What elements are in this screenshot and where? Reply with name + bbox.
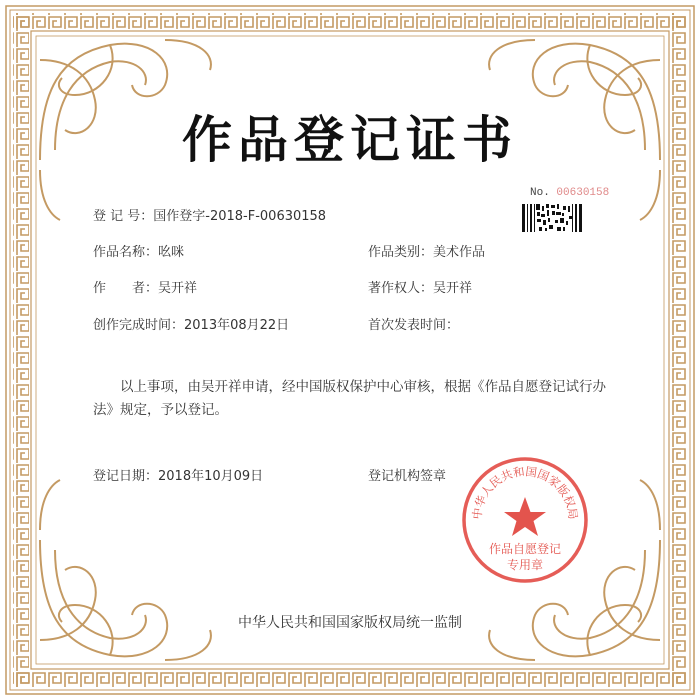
registration-statement: 以上事项，由吴开祥申请，经中国版权保护中心审核，根据《作品自愿登记试行办法》规定，予以登记。	[93, 379, 606, 418]
barcode-image	[522, 202, 582, 234]
seal-inner-line2: 专用章	[506, 558, 544, 572]
copyright-owner	[368, 277, 472, 296]
work-name-value: 吆咪	[158, 245, 185, 260]
registration-date-label: 登记日期：	[93, 469, 159, 484]
registration-authority	[368, 465, 446, 484]
work-name	[93, 241, 184, 260]
completion-date-label: 创作完成时间：	[93, 318, 185, 333]
copyright-owner-value: 吴开祥	[433, 281, 473, 296]
serial-value: 00630158	[556, 187, 610, 199]
registration-authority-label: 登记机构签章	[368, 469, 447, 484]
registration-date-value: 2018年10月09日	[158, 469, 264, 484]
registration-number-label: 登 记 号：	[93, 209, 154, 224]
seal-outer-text: 中华人民共和国国家版权局	[469, 464, 581, 521]
first-publish-date	[368, 314, 459, 333]
footer-issuer: 中华人民共和国国家版权局统一监制	[238, 615, 462, 631]
work-type-label: 作品类别：	[368, 245, 434, 260]
official-seal	[460, 455, 590, 585]
serial-prefix: No.	[530, 187, 550, 199]
registration-date	[93, 465, 263, 484]
work-type-value: 美术作品	[433, 245, 486, 260]
first-publish-date-label: 首次发表时间：	[368, 318, 460, 333]
certificate-title: 作品登记证书	[182, 110, 518, 169]
work-name-label: 作品名称：	[93, 245, 159, 260]
completion-date	[93, 314, 289, 333]
author-value: 吴开祥	[158, 281, 198, 296]
serial-number	[530, 187, 609, 199]
author-label: 作 者：	[93, 281, 159, 296]
completion-date-value: 2013年08月22日	[184, 318, 290, 333]
copyright-owner-label: 著作权人：	[368, 281, 434, 296]
registration-number	[93, 205, 326, 224]
work-type	[368, 241, 485, 260]
registration-number-value: 国作登字-2018-F-00630158	[153, 209, 327, 224]
author	[93, 277, 197, 296]
corner-ornament-bottom-left	[40, 480, 211, 660]
seal-star-icon	[504, 497, 546, 536]
seal-inner-line1: 作品自愿登记	[488, 542, 562, 556]
